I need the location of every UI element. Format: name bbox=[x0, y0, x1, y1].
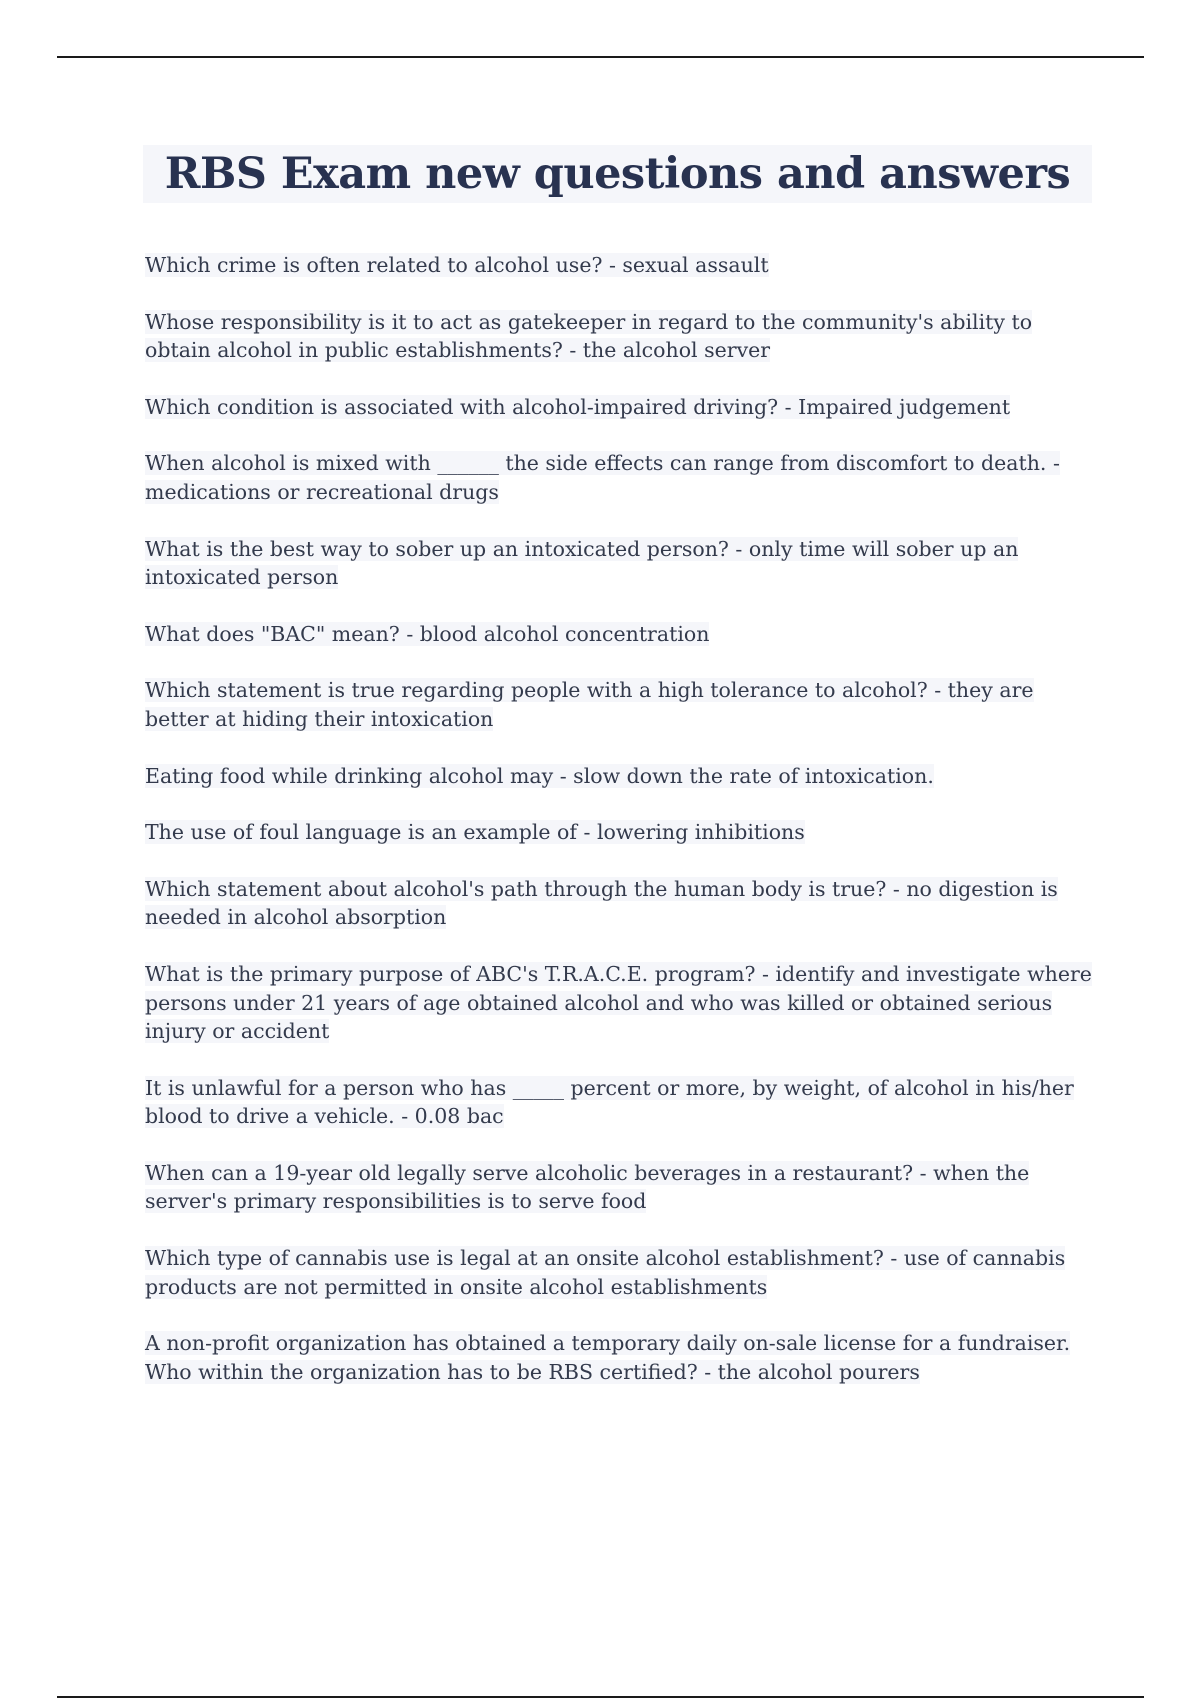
qa-item bbox=[145, 1074, 1095, 1131]
qa-item bbox=[145, 449, 1095, 506]
qa-text: What does "BAC" mean? - blood alcohol concentration bbox=[145, 621, 710, 646]
qa-text: Eating food while drinking alcohol may - slow down the rate of intoxication. bbox=[145, 763, 934, 788]
qa-text: Which statement is true regarding people with a high tolerance to alcohol? - they are better at hiding their intoxication bbox=[145, 678, 1034, 731]
qa-text: When can a 19-year old legally serve alcoholic beverages in a restaurant? - when the server's primary responsibilities is to serve food bbox=[145, 1160, 1030, 1214]
qa-text: Which statement about alcohol's path through the human body is true? - no digestion is needed in alcohol absorption bbox=[145, 876, 1058, 930]
qa-text: The use of foul language is an example of - lowering inhibitions bbox=[145, 820, 805, 845]
qa-list bbox=[145, 251, 1095, 1414]
qa-text: It is unlawful for a person who has _____ percent or more, by weight, of alcohol in his/her blood to drive a vehicle. - 0.08 bac bbox=[145, 1075, 1074, 1129]
qa-text: A non-profit organization has obtained a temporary daily on-sale license for a fundraiser. Who within the organization has to be RBS certified? - the alcohol pourers bbox=[145, 1331, 1071, 1384]
bottom-rule bbox=[57, 1696, 1144, 1698]
qa-item bbox=[145, 308, 1095, 365]
qa-item bbox=[145, 393, 1095, 422]
qa-text: When alcohol is mixed with ______ the side effects can range from discomfort to death. - medications or recreational drugs bbox=[145, 451, 1060, 504]
qa-item bbox=[145, 251, 1095, 280]
top-rule bbox=[57, 56, 1144, 58]
qa-text: What is the primary purpose of ABC's T.R.A.C.E. program? - identify and investigate where persons under 21 years of age obtained alcohol and who was killed or obtained serious injury or accident bbox=[145, 961, 1092, 1044]
qa-item bbox=[145, 818, 1095, 847]
qa-text: Which type of cannabis use is legal at an onsite alcohol establishment? - use of cannabis products are not permitted in onsite alcohol establishments bbox=[145, 1246, 1066, 1299]
qa-item bbox=[145, 1329, 1095, 1386]
qa-text: Which condition is associated with alcohol-impaired driving? - Impaired judgement bbox=[145, 394, 1011, 419]
qa-item bbox=[145, 620, 1095, 649]
qa-item bbox=[145, 1244, 1095, 1301]
qa-text: Which crime is often related to alcohol use? - sexual assault bbox=[145, 253, 769, 277]
qa-item bbox=[145, 762, 1095, 791]
qa-item bbox=[145, 676, 1095, 733]
qa-item bbox=[145, 960, 1095, 1046]
document-title: RBS Exam new questions and answers bbox=[164, 149, 1071, 199]
qa-text: Whose responsibility is it to act as gatekeeper in regard to the community's ability to obtain alcohol in public establishments? - the alcohol server bbox=[145, 309, 1033, 363]
qa-item bbox=[145, 875, 1095, 932]
qa-item bbox=[145, 535, 1095, 592]
qa-item bbox=[145, 1159, 1095, 1216]
qa-text: What is the best way to sober up an intoxicated person? - only time will sober up an intoxicated person bbox=[145, 536, 1019, 590]
title-banner bbox=[143, 145, 1092, 203]
